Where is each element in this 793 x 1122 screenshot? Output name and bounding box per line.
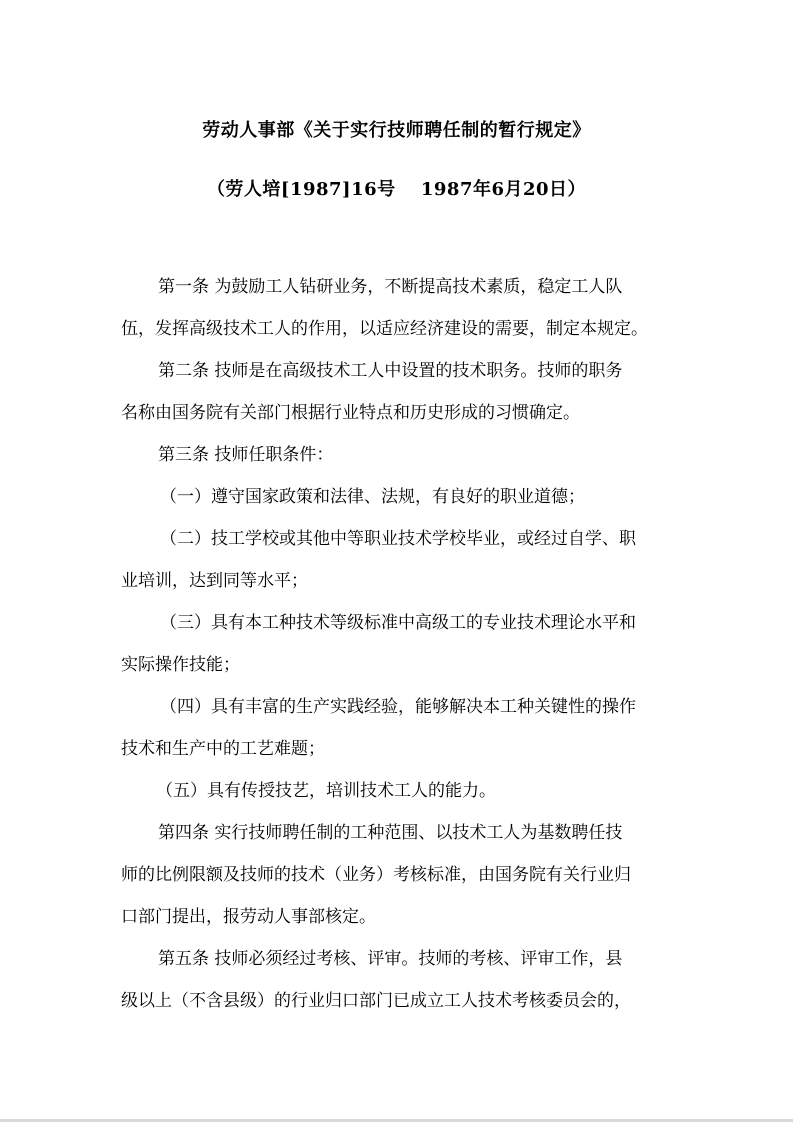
body-line: 实际操作技能； — [121, 655, 240, 675]
body-line: （四）具有丰富的生产实践经验，能够解决本工种关键性的操作 — [160, 697, 636, 717]
body-line: （二）技工学校或其他中等职业技术学校毕业，或经过自学、职 — [160, 529, 636, 549]
body-line: 伍，发挥高级技术工人的作用，以适应经济建设的需要，制定本规定。 — [121, 319, 648, 339]
body-line: 技术和生产中的工艺难题； — [121, 739, 325, 759]
body-line: （一）遵守国家政策和法律、法规，有良好的职业道德； — [160, 487, 585, 507]
body-line: 第一条 为鼓励工人钻研业务，不断提高技术素质，稳定工人队 — [158, 277, 623, 297]
body-line: 第三条 技师任职条件： — [158, 445, 334, 465]
body-line: 口部门提出，报劳动人事部核定。 — [121, 907, 376, 927]
body-line: 第四条 实行技师聘任制的工种范围、以技术工人为基数聘任技 — [158, 823, 623, 843]
document-subtitle: （劳人培[1987]16号 1987年6月20日） — [206, 179, 587, 200]
body-line: 第五条 技师必须经过考核、评审。技师的考核、评审工作，县 — [158, 949, 623, 969]
body-line: （三）具有本工种技术等级标准中高级工的专业技术理论水平和 — [160, 613, 636, 633]
body-line: 级以上（不含县级）的行业归口部门已成立工人技术考核委员会的， — [121, 991, 631, 1011]
body-line: 名称由国务院有关部门根据行业特点和历史形成的习惯确定。 — [121, 403, 580, 423]
body-line: 第二条 技师是在高级技术工人中设置的技术职务。技师的职务 — [158, 361, 623, 381]
body-line: （五）具有传授技艺，培训技术工人的能力。 — [156, 781, 496, 801]
body-line: 业培训，达到同等水平； — [121, 571, 308, 591]
body-line: 师的比例限额及技师的技术（业务）考核标准，由国务院有关行业归 — [121, 865, 631, 885]
document-title: 劳动人事部《关于实行技师聘任制的暂行规定》 — [202, 120, 591, 141]
